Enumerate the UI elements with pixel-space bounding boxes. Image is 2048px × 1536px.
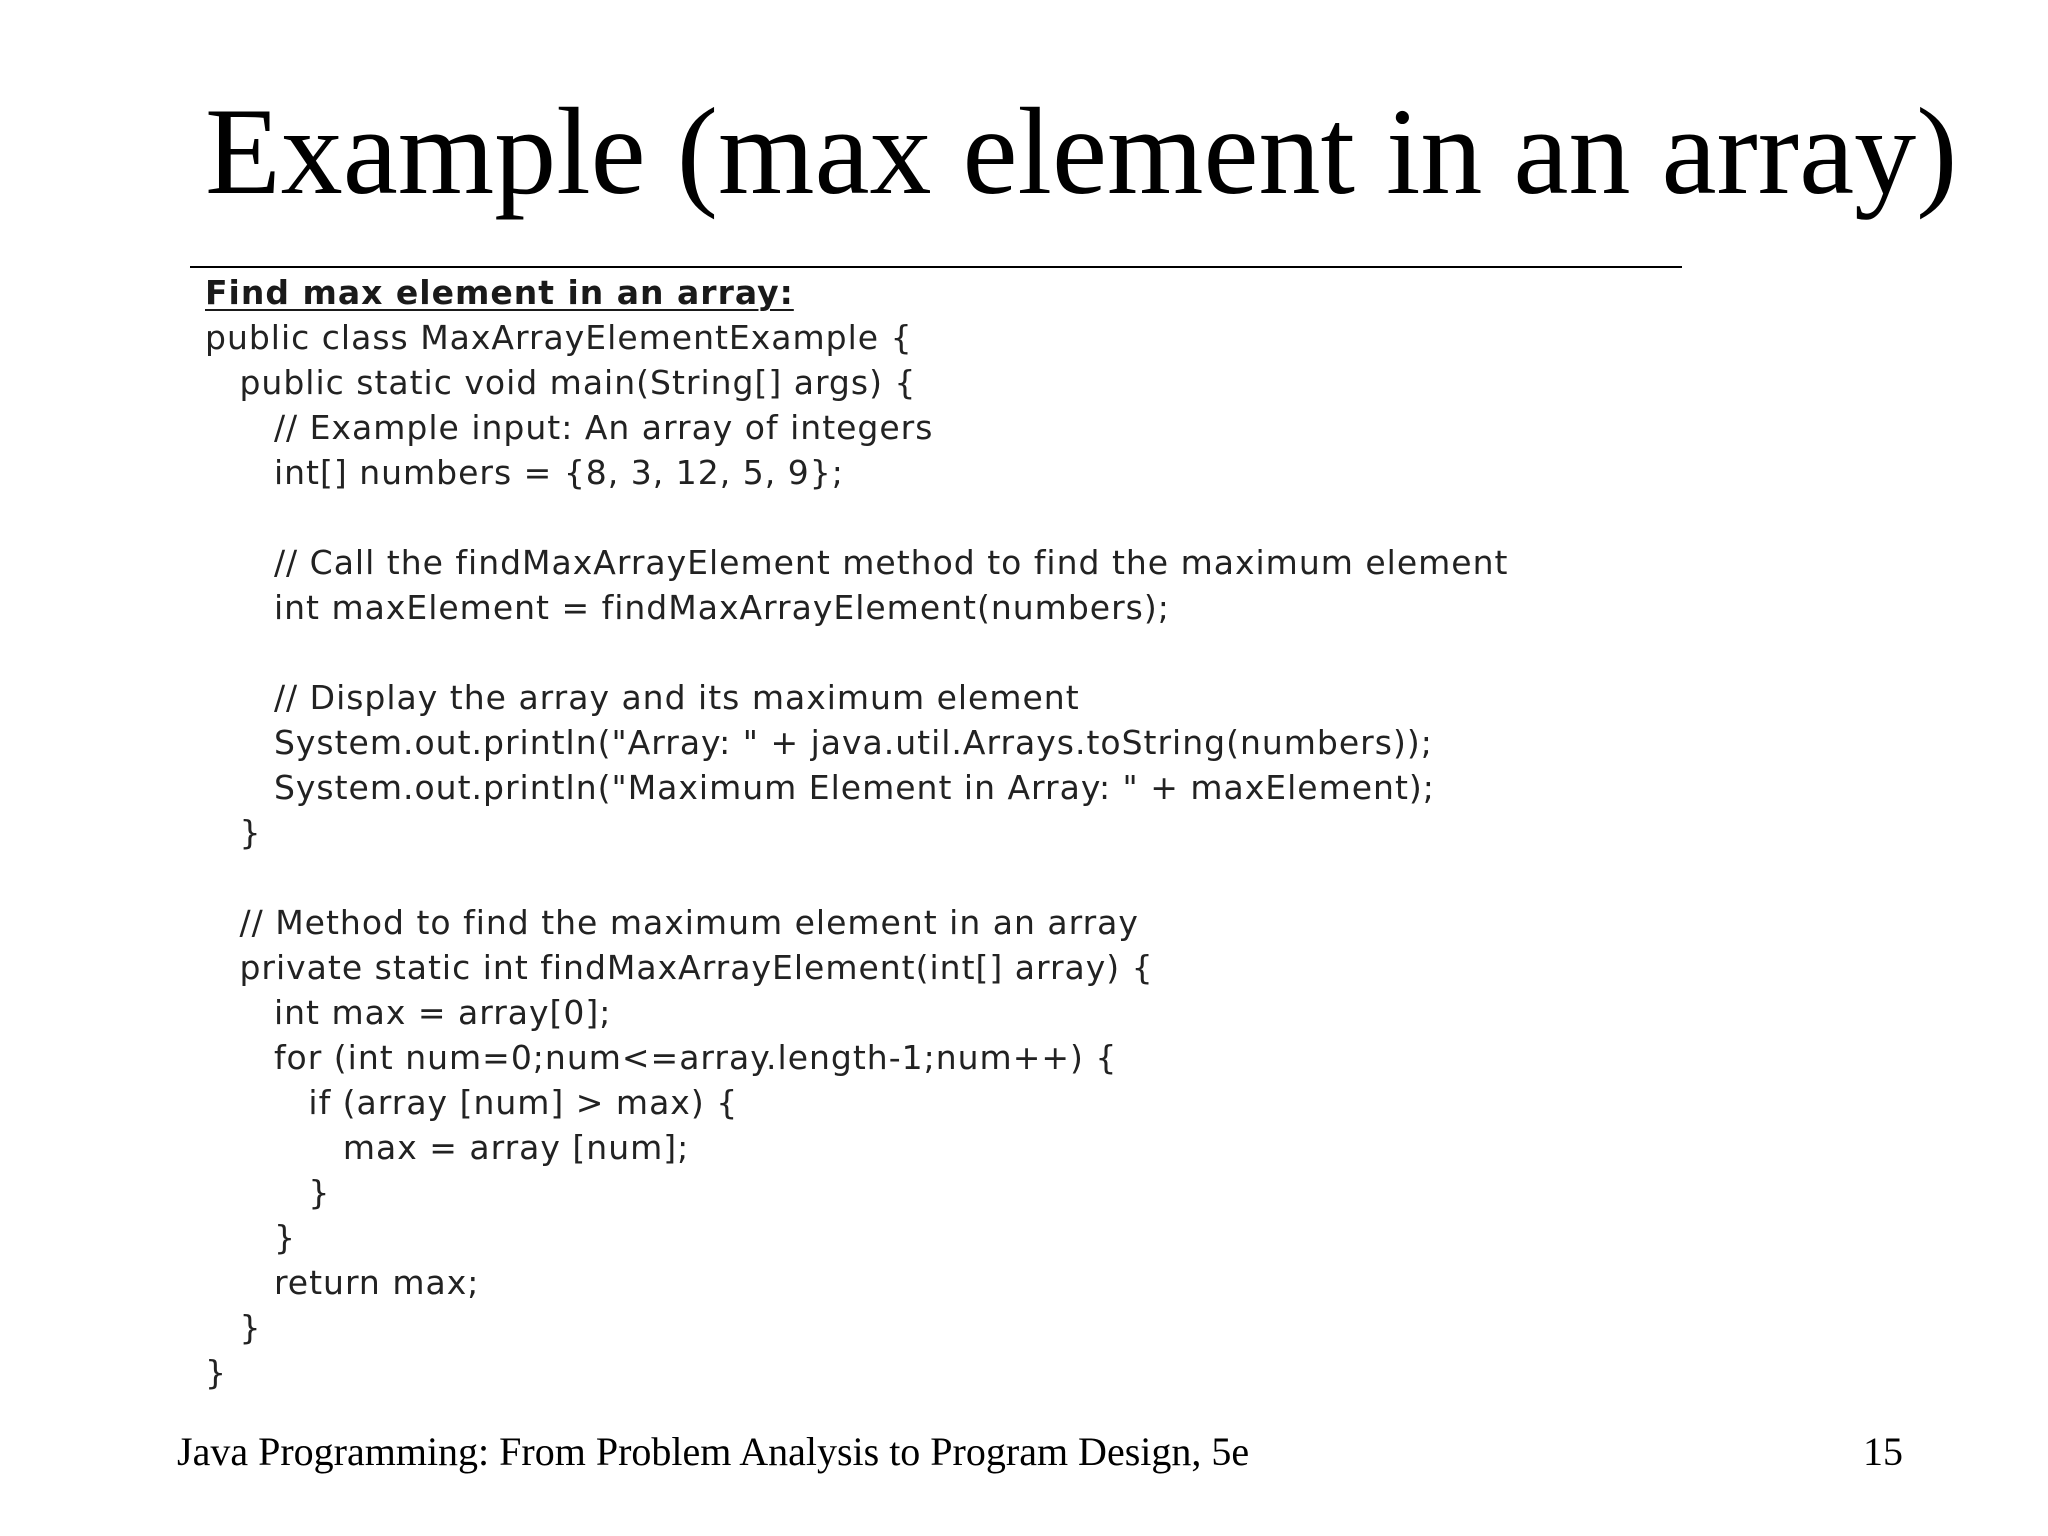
page-number: 15 <box>1863 1429 1903 1474</box>
code-line: public static void main(String[] args) { <box>205 363 917 402</box>
code-line: // Display the array and its maximum element <box>205 678 1080 717</box>
code-line: int[] numbers = {8, 3, 12, 5, 9}; <box>205 453 844 492</box>
code-line: } <box>205 1308 262 1347</box>
code-line: } <box>205 813 262 852</box>
code-line <box>205 855 1508 900</box>
code-line: } <box>205 1218 296 1257</box>
slide-title: Example (max element in an array) <box>205 83 1958 220</box>
code-line: int max = array[0]; <box>205 993 612 1032</box>
code-line: int maxElement = findMaxArrayElement(numbers); <box>205 588 1170 627</box>
code-line: System.out.println("Array: " + java.util.Arrays.toString(numbers)); <box>205 723 1433 762</box>
code-line: private static int findMaxArrayElement(int[] array) { <box>205 948 1154 987</box>
code-line <box>205 630 1508 675</box>
title-divider <box>190 266 1682 268</box>
code-line: public class MaxArrayElementExample { <box>205 318 913 357</box>
code-heading: Find max element in an array: <box>205 273 794 312</box>
code-line <box>205 495 1508 540</box>
code-line: } <box>205 1173 331 1212</box>
code-line: // Method to find the maximum element in an array <box>205 903 1139 942</box>
code-line: if (array [num] > max) { <box>205 1083 739 1122</box>
code-line: return max; <box>205 1263 480 1302</box>
code-block <box>205 270 1508 1395</box>
code-line: max = array [num]; <box>205 1128 690 1167</box>
code-line: // Example input: An array of integers <box>205 408 934 447</box>
code-line: } <box>205 1353 227 1392</box>
code-line: for (int num=0;num<=array.length-1;num++) { <box>205 1038 1118 1077</box>
code-line: System.out.println("Maximum Element in Array: " + maxElement); <box>205 768 1435 807</box>
footer-book-title: Java Programming: From Problem Analysis to Program Design, 5e <box>177 1429 1250 1474</box>
code-line: // Call the findMaxArrayElement method to find the maximum element <box>205 543 1509 582</box>
